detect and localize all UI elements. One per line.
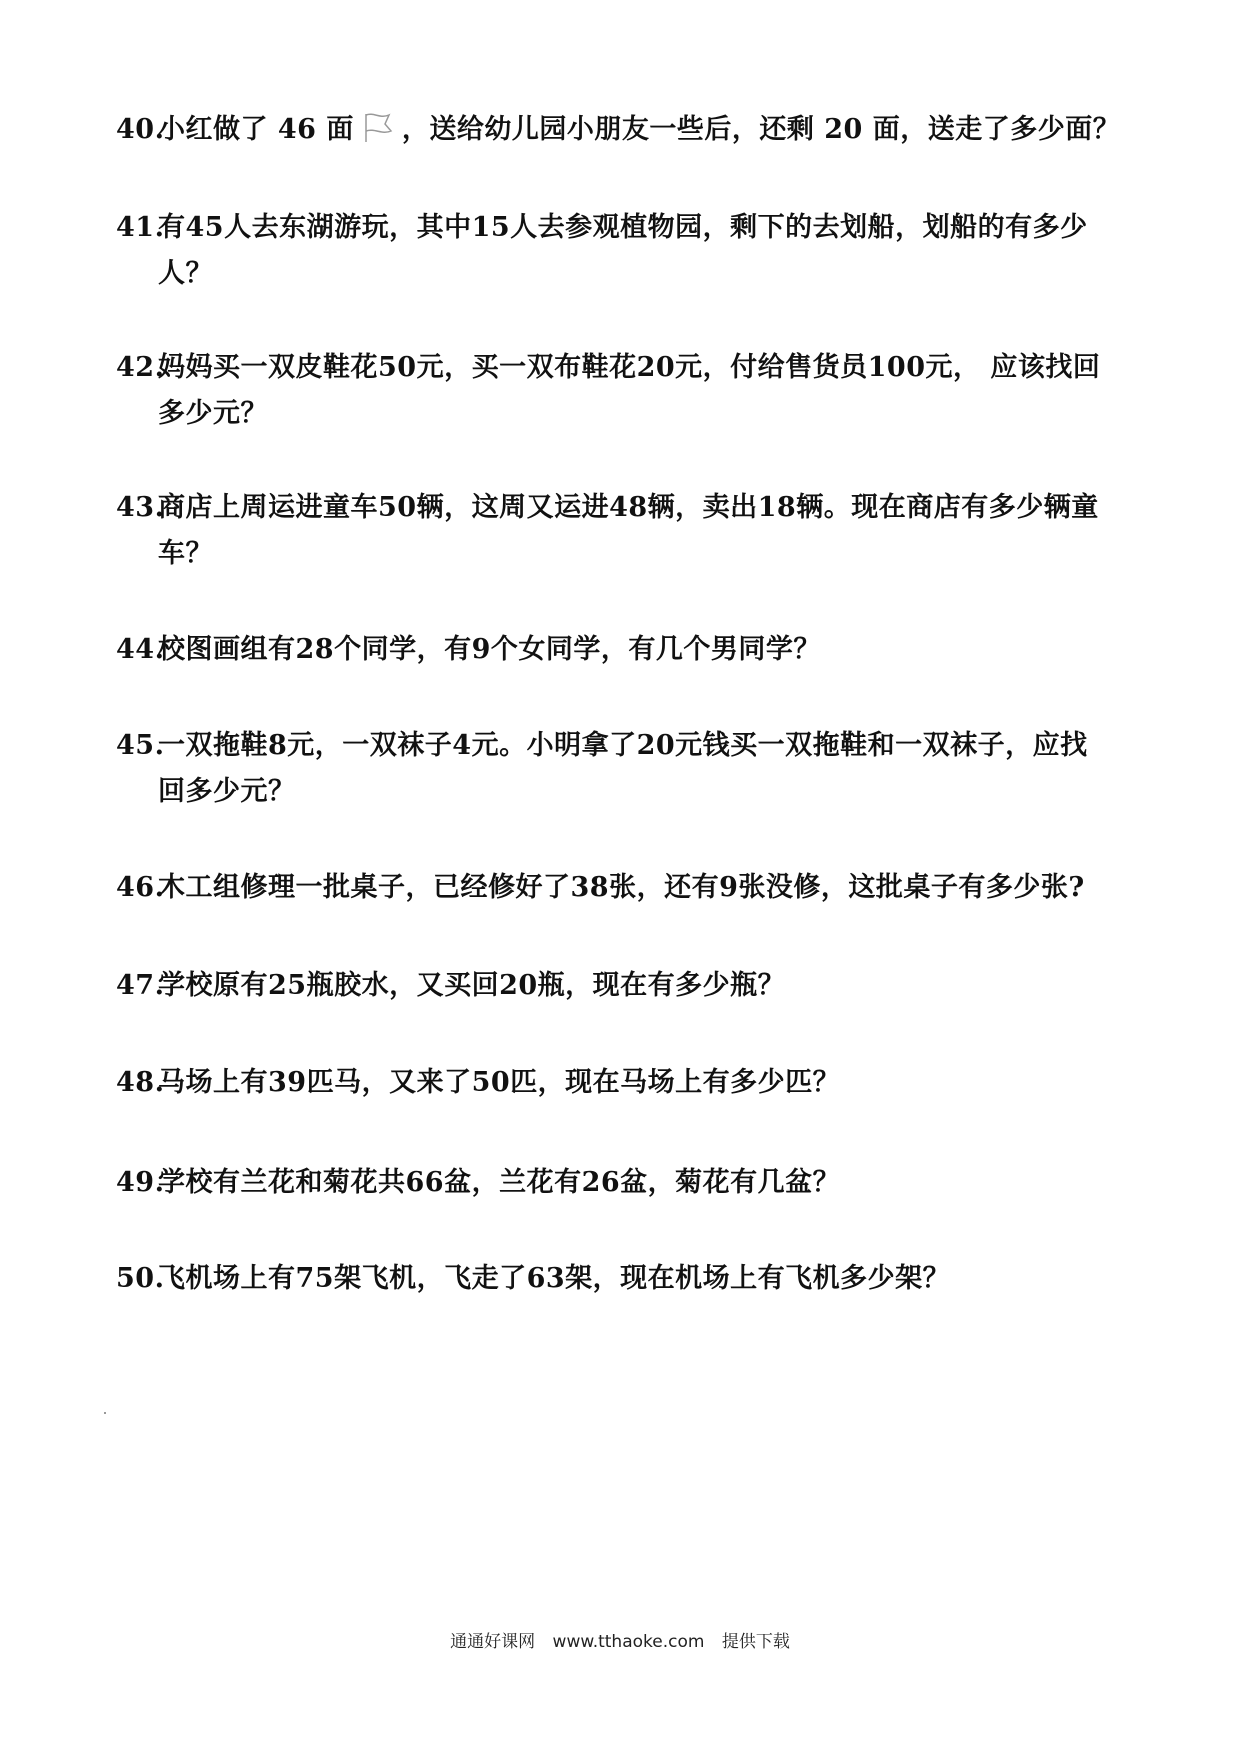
question-40: [116, 107, 1136, 153]
question-text: 有45人去东湖游玩，其中15人去参观植物园，剩下的去划船，划船的有多少: [158, 212, 1088, 243]
question-50: [116, 1256, 1136, 1302]
question-46: [116, 865, 1136, 911]
question-text: 校图画组有28个同学，有9个女同学，有几个男同学？: [158, 634, 821, 665]
question-text-cont: 回多少元？: [158, 776, 296, 807]
question-number: 50.: [116, 1263, 165, 1294]
question-number: 46.: [116, 872, 165, 903]
question-text: 马场上有39匹马，又来了50匹，现在马场上有多少匹？: [158, 1067, 841, 1098]
question-number: 42.: [116, 352, 165, 383]
question-44: [116, 627, 1136, 673]
question-number: 44.: [116, 634, 165, 665]
question-number: 45.: [116, 730, 165, 761]
question-text-cont: 多少元？: [158, 398, 268, 429]
question-number: 40.: [116, 114, 165, 145]
question-text: 学校原有25瓶胶水，又买回20瓶，现在有多少瓶？: [158, 970, 786, 1001]
footer-suffix: 提供下载: [721, 1632, 790, 1652]
question-number: 49.: [116, 1167, 165, 1198]
footer-site-name: 通通好课网: [450, 1632, 536, 1652]
question-47: [116, 963, 1136, 1009]
question-text-cont: 车？: [158, 538, 213, 569]
question-49: [116, 1160, 1136, 1206]
flag-icon: [358, 110, 398, 144]
question-text: 木工组修理一批桌子，已经修好了38张，还有9张没修，这批桌子有多少张?: [158, 872, 1085, 903]
question-42: [116, 345, 1136, 437]
question-text: 学校有兰花和菊花共66盆，兰花有26盆，菊花有几盆？: [158, 1167, 841, 1198]
question-number: 48.: [116, 1067, 165, 1098]
question-text-cont: 人？: [158, 258, 213, 289]
question-45: [116, 723, 1136, 815]
footer-url[interactable]: www.tthaoke.com: [552, 1632, 705, 1652]
question-text-cont: ，送给幼儿园小朋友一些后，还剩 20 面，送走了多少面？: [401, 114, 1121, 145]
question-number: 43.: [116, 492, 165, 523]
question-text: 小红做了 46 面: [158, 114, 354, 145]
question-48: [116, 1060, 1136, 1106]
footer: [0, 1627, 1240, 1652]
question-text: 妈妈买一双皮鞋花50元，买一双布鞋花20元，付给售货员100元， 应该找回: [158, 352, 1101, 383]
question-number: 41.: [116, 212, 165, 243]
question-text: 一双拖鞋8元，一双袜子4元。小明拿了20元钱买一双拖鞋和一双袜子，应找: [158, 730, 1088, 761]
question-number: 47.: [116, 970, 165, 1001]
question-43: [116, 485, 1136, 577]
question-text: 商店上周运进童车50辆，这周又运进48辆，卖出18辆。现在商店有多少辆童: [158, 492, 1099, 523]
question-text: 飞机场上有75架飞机，飞走了63架，现在机场上有飞机多少架？: [158, 1263, 951, 1294]
question-41: [116, 205, 1136, 297]
scan-speck: [104, 1412, 106, 1414]
